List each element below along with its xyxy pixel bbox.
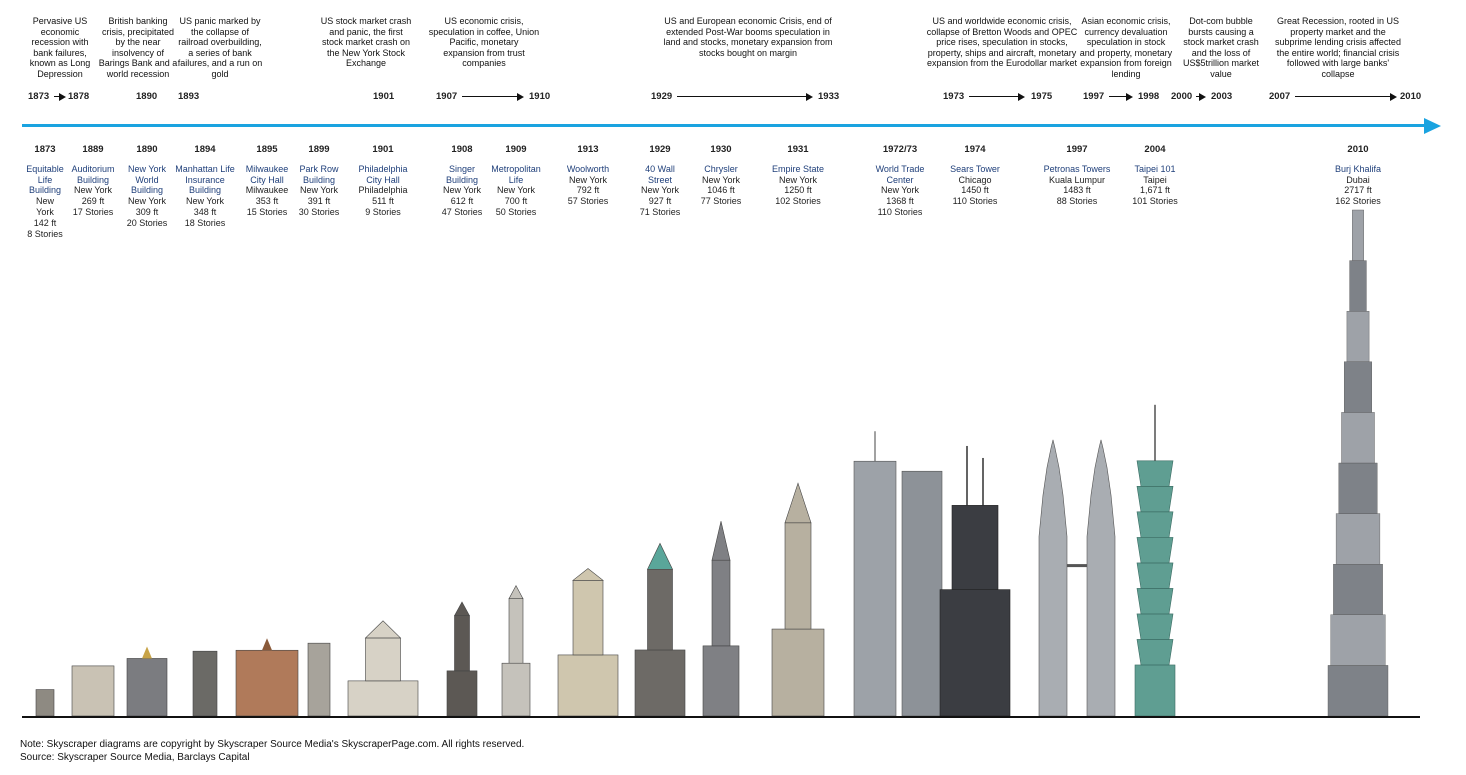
crisis-end-1975: 1975 [1031, 91, 1053, 102]
building-silhouette-6-base [348, 681, 418, 716]
building-city: Philadelphia [358, 185, 408, 196]
building-name: Milwaukee City Hall [245, 163, 289, 185]
building-height-label: 348 ft [193, 206, 217, 217]
building-height-label: 142 ft [33, 217, 57, 228]
crisis-start-1901: 1901 [373, 91, 395, 102]
crisis-start-1893: 1893 [178, 91, 200, 102]
building-year: 1901 [372, 144, 394, 155]
building-height-label: 309 ft [135, 206, 159, 217]
crisis-end-1933: 1933 [818, 91, 840, 102]
building-stories-label: 110 Stories [952, 196, 998, 207]
building-silhouette-11-base [703, 646, 739, 716]
building-silhouette-1-body [72, 666, 114, 716]
building-name: Chrysler [704, 163, 738, 174]
building-silhouette-0-body [36, 690, 54, 716]
building-silhouette-15-skybridge [1067, 564, 1087, 567]
building-stories-label: 50 Stories [495, 206, 537, 217]
building-height-label: 927 ft [648, 196, 672, 207]
building-height-label: 1368 ft [886, 196, 914, 207]
building-name: 40 Wall Street [645, 163, 675, 185]
building-silhouette-2-roof [142, 646, 152, 658]
crisis-text-1929: US and European economic Crisis, end of extended Post-War booms speculation in land and stocks, monetary expansion from stocks bought on margin [663, 16, 833, 58]
crisis-text-1873: Pervasive US economic recession with bank failures, known as Long Depression [29, 16, 91, 79]
building-silhouette-13-south [902, 471, 942, 716]
building-stories-label: 77 Stories [700, 196, 742, 207]
crisis-text-1890: British banking crisis, precipitated by the near insolvency of Barings Bank and a world recession [98, 16, 178, 79]
crisis-start-2000: 2000 [1171, 91, 1193, 102]
building-name: Singer Building [445, 163, 479, 185]
building-silhouette-12-shaft [785, 523, 811, 629]
building-height-label: 1250 ft [784, 185, 812, 196]
building-year: 1873 [34, 144, 56, 155]
building-silhouette-17-tier-5 [1342, 412, 1375, 463]
building-city: New York [299, 185, 339, 196]
building-year: 1894 [194, 144, 216, 155]
building-year: 1889 [82, 144, 104, 155]
building-silhouette-3-body [193, 651, 217, 716]
building-stories-label: 15 Stories [246, 206, 288, 217]
building-year: 1908 [451, 144, 473, 155]
building-city: Dubai [1346, 174, 1370, 185]
building-year: 1931 [787, 144, 809, 155]
building-height-label: 1483 ft [1063, 185, 1091, 196]
crisis-text-1997: Asian economic crisis, currency devaluation speculation in stock and property, monetary expansion from foreign lending [1079, 16, 1173, 79]
building-year: 2004 [1144, 144, 1166, 155]
crisis-text-1893: US panic marked by the collapse of railroad overbuilding, a series of bank failures, and a run on gold [177, 16, 263, 79]
crisis-start-1997: 1997 [1083, 91, 1105, 102]
crisis-start-1873: 1873 [28, 91, 50, 102]
building-silhouette-17-tier-7 [1347, 311, 1369, 362]
building-height-label: 792 ft [576, 185, 600, 196]
building-city: Milwaukee [245, 185, 289, 196]
ground-line [22, 716, 1420, 718]
crisis-text-1973: US and worldwide economic crisis, collapse of Bretton Woods and OPEC price rises, speculation in stocks, property, ships and aircraft, monetary expansion from the Eurodollar market [926, 16, 1078, 69]
building-name: Taipei 101 [1134, 163, 1176, 174]
building-silhouette-12-base [772, 629, 824, 716]
building-silhouette-16-base [1135, 665, 1175, 716]
building-silhouette-8-base [502, 663, 530, 716]
building-silhouette-17-tier-3 [1336, 514, 1380, 565]
building-stories-label: 18 Stories [184, 217, 226, 228]
building-silhouette-16-segment-6 [1137, 486, 1173, 512]
crisis-text-1907: US economic crisis, speculation in coffee, Union Pacific, monetary expansion from trust companies [428, 16, 540, 69]
building-stories-label: 8 Stories [27, 228, 63, 239]
building-silhouette-6-shaft [366, 638, 401, 681]
building-name: Manhattan Life Insurance Building [175, 163, 235, 196]
building-silhouette-16-segment-1 [1137, 614, 1173, 640]
building-stories-label: 71 Stories [639, 206, 681, 217]
building-silhouette-7-base [447, 671, 477, 716]
building-silhouette-14-base [940, 590, 1010, 716]
building-silhouette-16-segment-2 [1137, 588, 1173, 614]
copyright-note: Note: Skyscraper diagrams are copyright by Skyscraper Source Media's SkyscraperPage.com. All rights reserved. [20, 739, 525, 750]
building-height-label: 511 ft [372, 196, 394, 207]
building-year: 1913 [577, 144, 599, 155]
building-silhouette-9-base [558, 655, 618, 716]
building-silhouette-10-shaft [648, 569, 673, 650]
building-year: 1997 [1066, 144, 1088, 155]
building-stories-label: 17 Stories [72, 206, 114, 217]
building-city: Chicago [958, 174, 992, 185]
building-silhouette-8-shaft [509, 599, 523, 664]
building-name: Empire State [771, 163, 825, 174]
building-stories-label: 162 Stories [1335, 196, 1381, 207]
building-name: Sears Tower [950, 163, 1000, 174]
building-year: 2010 [1347, 144, 1369, 155]
building-silhouette-10-crown [648, 543, 673, 569]
building-silhouette-7-shaft [455, 616, 470, 671]
building-city: New York [701, 174, 741, 185]
building-silhouette-4-body [236, 650, 298, 716]
building-silhouette-13-north [854, 461, 896, 716]
building-height-label: 1046 ft [707, 185, 735, 196]
building-year: 1972/73 [882, 144, 918, 155]
crisis-end-1998: 1998 [1138, 91, 1160, 102]
crisis-start-1929: 1929 [651, 91, 673, 102]
crisis-start-1890: 1890 [136, 91, 158, 102]
building-stories-label: 102 Stories [775, 196, 821, 207]
building-name: World Trade Center [875, 163, 925, 185]
building-silhouette-17-tier-8 [1350, 261, 1367, 312]
building-city: New York [127, 196, 167, 207]
building-silhouette-11-crown [712, 521, 730, 560]
building-name: Park Row Building [299, 163, 339, 185]
building-city: New York [35, 196, 54, 217]
building-silhouette-11-shaft [712, 560, 730, 646]
building-city: New York [73, 185, 113, 196]
building-name: Auditorium Building [71, 163, 115, 185]
building-silhouette-5-body [308, 643, 330, 716]
building-silhouette-8-crown [509, 586, 523, 599]
building-silhouette-15-tower-1 [1087, 440, 1115, 716]
building-silhouette-16-segment-4 [1137, 537, 1173, 563]
building-height-label: 391 ft [307, 196, 331, 207]
building-stories-label: 101 Stories [1132, 196, 1178, 207]
building-silhouette-17-tier-2 [1333, 564, 1382, 615]
building-silhouette-7-crown [455, 602, 470, 616]
crisis-end-2010: 2010 [1400, 91, 1422, 102]
building-stories-label: 30 Stories [298, 206, 340, 217]
building-silhouette-16-segment-0 [1137, 639, 1173, 665]
building-height-label: 700 ft [504, 196, 528, 207]
building-silhouette-2-body [127, 658, 167, 716]
building-silhouette-6-crown [366, 621, 401, 638]
building-silhouette-16-segment-3 [1137, 563, 1173, 589]
building-city: Kuala Lumpur [1048, 174, 1106, 185]
building-silhouette-17-tier-6 [1344, 362, 1372, 413]
building-year: 1929 [649, 144, 671, 155]
building-name: Woolworth [566, 163, 610, 174]
crisis-text-1901: US stock market crash and panic, the first stock market crash on the New York Stock Exchange [320, 16, 412, 69]
building-city: New York [442, 185, 482, 196]
building-name: Metropolitan Life [491, 163, 541, 185]
building-year: 1930 [710, 144, 732, 155]
crisis-end-1878: 1878 [68, 91, 90, 102]
building-silhouette-16-segment-7 [1137, 461, 1173, 487]
building-city: New York [640, 185, 680, 196]
building-name: Burj Khalifa [1334, 163, 1382, 174]
building-silhouette-12-crown [785, 483, 811, 523]
crisis-end-2003: 2003 [1211, 91, 1233, 102]
crisis-start-1973: 1973 [943, 91, 965, 102]
building-name: Petronas Towers [1043, 163, 1111, 174]
building-stories-label: 57 Stories [567, 196, 609, 207]
building-stories-label: 110 Stories [877, 206, 923, 217]
building-height-label: 1,671 ft [1139, 185, 1171, 196]
building-year: 1899 [308, 144, 330, 155]
building-year: 1974 [964, 144, 986, 155]
building-silhouette-17-tier-9 [1352, 210, 1363, 261]
crisis-start-1907: 1907 [436, 91, 458, 102]
building-silhouette-9-crown [573, 569, 603, 581]
crisis-end-1910: 1910 [529, 91, 551, 102]
building-city: New York [496, 185, 536, 196]
building-stories-label: 20 Stories [126, 217, 168, 228]
source-note: Source: Skyscraper Source Media, Barclays Capital [20, 752, 250, 763]
building-silhouette-14-upper [952, 505, 998, 589]
building-silhouette-16-segment-5 [1137, 512, 1173, 538]
crisis-start-2007: 2007 [1269, 91, 1291, 102]
building-silhouette-9-shaft [573, 580, 603, 655]
building-silhouette-10-base [635, 650, 685, 716]
building-stories-label: 47 Stories [441, 206, 483, 217]
building-height-label: 2717 ft [1344, 185, 1372, 196]
building-city: Taipei [1143, 174, 1167, 185]
building-silhouette-17-tier-1 [1331, 615, 1386, 666]
building-city: New York [568, 174, 608, 185]
building-stories-label: 88 Stories [1056, 196, 1098, 207]
building-year: 1895 [256, 144, 278, 155]
building-height-label: 612 ft [450, 196, 474, 207]
building-city: New York [185, 196, 225, 207]
building-silhouette-17-tier-0 [1328, 665, 1388, 716]
building-height-label: 353 ft [255, 196, 279, 207]
building-city: New York [880, 185, 920, 196]
crisis-text-2007: Great Recession, rooted in US property market and the subprime lending crisis affected the entire world; financial crisis followed with large banks' collapse [1275, 16, 1401, 79]
building-silhouette-15-tower-0 [1039, 440, 1067, 716]
crisis-text-2000: Dot-com bubble bursts causing a stock market crash and the loss of US$5trillion market value [1182, 16, 1260, 79]
building-silhouette-4-roof [262, 638, 272, 650]
building-name: Philadelphia City Hall [358, 163, 408, 185]
building-height-label: 269 ft [81, 196, 105, 207]
building-city: New York [778, 174, 818, 185]
building-name: New York World Building [127, 163, 167, 196]
building-year: 1890 [136, 144, 158, 155]
building-name: Equitable Life Building [26, 163, 64, 196]
building-height-label: 1450 ft [961, 185, 989, 196]
building-year: 1909 [505, 144, 527, 155]
building-stories-label: 9 Stories [365, 206, 401, 217]
building-silhouette-17-tier-4 [1339, 463, 1377, 514]
